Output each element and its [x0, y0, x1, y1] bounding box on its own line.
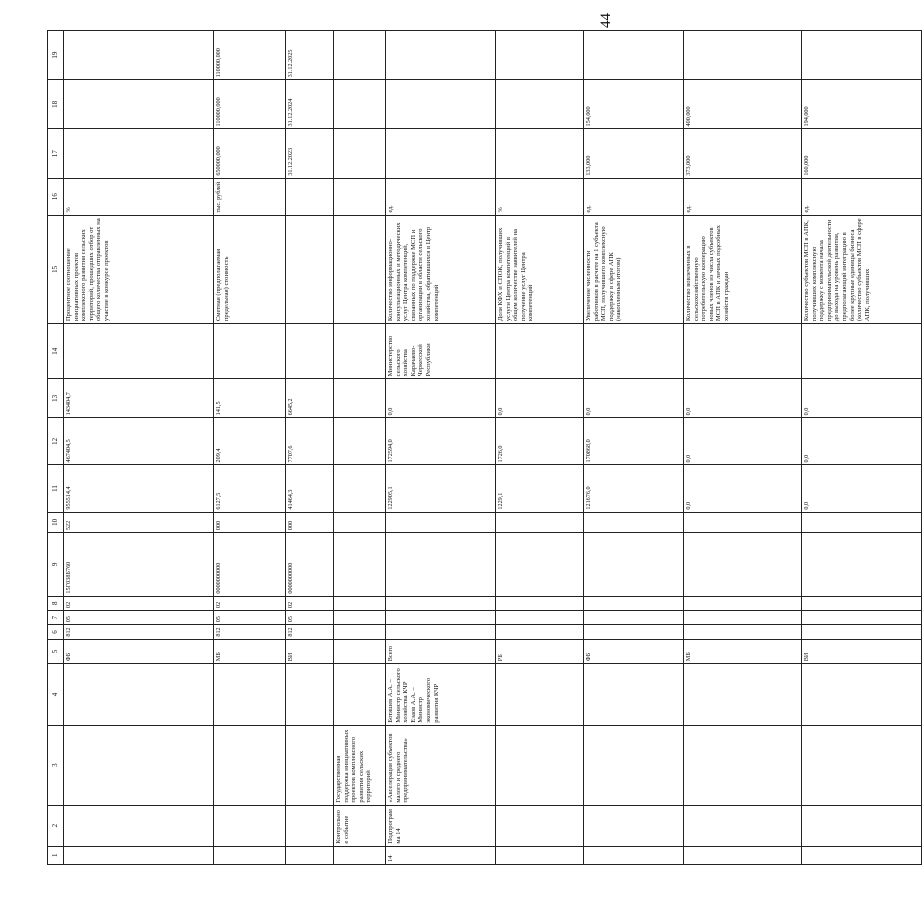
table-cell: 14	[386, 846, 496, 864]
table-cell	[802, 533, 922, 597]
table-cell	[802, 610, 922, 624]
table-cell: 812	[214, 625, 286, 639]
table-row	[496, 31, 584, 865]
table-cell: 1229,1	[496, 465, 584, 512]
table-cell	[64, 324, 214, 379]
header-cell: 1	[48, 846, 64, 864]
table-cell: 31.12.2025	[286, 31, 334, 80]
table-cell	[684, 805, 802, 846]
table-cell: 31.12.2024	[286, 80, 334, 129]
table-cell	[584, 324, 684, 379]
header-cell: 12	[48, 418, 64, 465]
table-cell: Министерство сельского хозяйства Карачаево-Черкесской Республики	[386, 324, 496, 379]
table-cell: 7707,6	[286, 418, 334, 465]
table-cell	[64, 846, 214, 864]
program-table	[47, 30, 922, 865]
table-cell	[496, 129, 584, 178]
table-cell	[286, 846, 334, 864]
table-cell	[286, 725, 334, 805]
table-cell	[684, 625, 802, 639]
table-cell	[64, 664, 214, 725]
header-cell: 7	[48, 610, 64, 624]
header-cell: 16	[48, 178, 64, 215]
table-cell: 400,000	[684, 80, 802, 129]
header-cell: 4	[48, 664, 64, 725]
table-cell	[584, 31, 684, 80]
table-cell: 0000000000	[286, 533, 334, 597]
table-cell	[214, 324, 286, 379]
page-number: 44	[598, 13, 614, 28]
table-cell: 0,0	[386, 379, 496, 418]
table-cell	[496, 80, 584, 129]
header-cell: 14	[48, 324, 64, 379]
table-cell: 31.12.2023	[286, 129, 334, 178]
table-cell: Всего	[386, 639, 496, 664]
table-cell	[386, 533, 496, 597]
table-cell	[64, 129, 214, 178]
table-cell	[334, 80, 386, 129]
table-cell: ед.	[386, 178, 496, 215]
header-cell: 13	[48, 379, 64, 418]
table-cell: Государственная поддержка инициативных проектов комплексного развития сельских территорий	[334, 725, 386, 805]
table-cell	[802, 324, 922, 379]
table-cell	[334, 664, 386, 725]
table-cell	[496, 31, 584, 80]
table-cell: 209,4	[214, 418, 286, 465]
table-cell	[496, 846, 584, 864]
header-cell: 11	[48, 465, 64, 512]
table-cell: РБ	[496, 639, 584, 664]
table-cell: 02	[64, 596, 214, 610]
table-cell: 467404,5	[64, 418, 214, 465]
table-cell	[584, 625, 684, 639]
table-cell	[584, 512, 684, 532]
table-cell: 0,0	[802, 418, 922, 465]
table-cell: 05	[286, 610, 334, 624]
table-cell	[496, 596, 584, 610]
table-cell	[386, 596, 496, 610]
table-cell	[64, 80, 214, 129]
table-cell: 812	[64, 625, 214, 639]
table-cell: 110000,000	[214, 80, 286, 129]
table-cell	[386, 129, 496, 178]
table-cell: Количество субъектов МСП в АПК, получивших комплексную поддержку с момента начала предпринимательской деятельности до выхода на уровень развития, предполагающий интеграцию в более крупные единицы бизнеса (количество субъектов МСП в сфере АПК, получивших	[802, 215, 922, 324]
table-cell: 170868,0	[584, 418, 684, 465]
table-cell	[334, 129, 386, 178]
table-cell	[496, 725, 584, 805]
table-cell: 02	[214, 596, 286, 610]
table-cell: 1726,0	[496, 418, 584, 465]
table-cell	[334, 625, 386, 639]
table-cell	[496, 324, 584, 379]
table-cell	[496, 664, 584, 725]
table-cell: 955514,4	[64, 465, 214, 512]
table-cell: 110000,000	[214, 31, 286, 80]
table-cell	[684, 512, 802, 532]
table-cell: 15Г038Б760	[64, 533, 214, 597]
table-cell: 0,0	[584, 379, 684, 418]
table-cell	[334, 512, 386, 532]
table-cell: 0000000000	[214, 533, 286, 597]
table-cell: 194,000	[802, 80, 922, 129]
table-row	[214, 31, 286, 865]
table-cell	[684, 610, 802, 624]
table-cell	[214, 805, 286, 846]
table-cell	[334, 418, 386, 465]
table-cell: 0,0	[684, 465, 802, 512]
table-cell	[584, 610, 684, 624]
table-cell: 121676,0	[584, 465, 684, 512]
table-cell	[64, 725, 214, 805]
header-cell: 3	[48, 725, 64, 805]
table-cell: Подпрограмма 14	[386, 805, 496, 846]
rotated-page	[47, 30, 871, 865]
table-cell	[802, 625, 922, 639]
table-cell: тыс. рублей	[214, 178, 286, 215]
table-cell	[802, 664, 922, 725]
table-cell: МБ	[214, 639, 286, 664]
header-row	[48, 31, 64, 865]
table-cell	[802, 31, 922, 80]
table-cell	[334, 379, 386, 418]
header-cell: 5	[48, 639, 64, 664]
header-cell: 18	[48, 80, 64, 129]
table-cell: 6645,2	[286, 379, 334, 418]
table-cell: 0,0	[684, 418, 802, 465]
table-cell	[584, 805, 684, 846]
table-cell: 154,000	[584, 80, 684, 129]
table-cell	[584, 846, 684, 864]
table-cell: 000	[214, 512, 286, 532]
table-row	[334, 31, 386, 865]
table-cell	[584, 664, 684, 725]
table-cell	[684, 31, 802, 80]
table-cell	[334, 846, 386, 864]
table-cell	[584, 533, 684, 597]
table-cell: %	[496, 178, 584, 215]
table-cell	[684, 846, 802, 864]
table-cell: 143404,7	[64, 379, 214, 418]
table-cell: 02	[286, 596, 334, 610]
header-cell: 9	[48, 533, 64, 597]
table-cell	[802, 805, 922, 846]
header-cell: 17	[48, 129, 64, 178]
table-cell	[496, 533, 584, 597]
table-cell	[802, 725, 922, 805]
table-cell	[214, 664, 286, 725]
table-cell: ед.	[584, 178, 684, 215]
table-row	[386, 31, 496, 865]
table-cell	[802, 596, 922, 610]
table-cell: Увеличение численности работников в расчете на 1 субъекта МСП, получившего комплексную поддержку в сфере АПК (накопленным итогом)	[584, 215, 684, 324]
table-cell	[496, 610, 584, 624]
table-cell: 05	[64, 610, 214, 624]
table-cell	[334, 465, 386, 512]
table-cell	[386, 80, 496, 129]
table-cell: 0,0	[802, 465, 922, 512]
table-cell: 141,5	[214, 379, 286, 418]
table-cell: 0,0	[684, 379, 802, 418]
table-cell	[334, 31, 386, 80]
table-cell	[386, 31, 496, 80]
table-cell	[684, 324, 802, 379]
table-cell: ВИ	[802, 639, 922, 664]
table-cell	[64, 805, 214, 846]
table-row	[286, 31, 334, 865]
table-cell	[684, 533, 802, 597]
table-cell	[802, 512, 922, 532]
table-cell	[334, 610, 386, 624]
header-cell: 10	[48, 512, 64, 532]
table-cell: %	[64, 178, 214, 215]
table-cell: ФБ	[584, 639, 684, 664]
table-cell: 122905,1	[386, 465, 496, 512]
header-cell: 19	[48, 31, 64, 80]
table-cell	[286, 215, 334, 324]
table-cell	[334, 215, 386, 324]
table-cell: ФБ	[64, 639, 214, 664]
table-row	[64, 31, 214, 865]
table-cell	[334, 178, 386, 215]
table-row	[802, 31, 922, 865]
table-cell: Доля КФХ и СПОК, получивших услуги Центра компетенций в общем количестве заявителей на получение услуг Центра компетенций	[496, 215, 584, 324]
table-cell	[334, 324, 386, 379]
table-cell	[334, 533, 386, 597]
table-row	[684, 31, 802, 865]
table-cell	[286, 664, 334, 725]
table-cell: Количество вовлеченных в сельскохозяйственную потребительскую кооперацию новых членов из числа субъектов МСП в АПК и личных подсобных хозяйств граждан	[684, 215, 802, 324]
table-cell	[386, 512, 496, 532]
table-cell: 6127,5	[214, 465, 286, 512]
table-cell: «Акселерация субъектов малого и среднего предпринимательства»	[386, 725, 496, 805]
table-cell: 0,0	[496, 379, 584, 418]
table-cell	[584, 596, 684, 610]
table-cell: Процентное соотношение инициативных проектов комплексного развития сельских территорий, прошедших отбор от общего количества отправленных на участие в конкурсе проектов	[64, 215, 214, 324]
table-cell: 000	[286, 512, 334, 532]
table-cell	[214, 846, 286, 864]
table-cell	[496, 512, 584, 532]
table-cell: 522	[64, 512, 214, 532]
table-cell	[334, 639, 386, 664]
table-cell	[334, 596, 386, 610]
table-cell	[386, 610, 496, 624]
table-cell	[286, 805, 334, 846]
table-cell: 133,000	[584, 129, 684, 178]
table-cell: 812	[286, 625, 334, 639]
table-cell: ВИ	[286, 639, 334, 664]
table-cell: Ботяшев А.А. – Министр сельского хозяйства КЧР Езаов А.А. – Министр экономического развития КЧР	[386, 664, 496, 725]
table-cell: ед.	[684, 178, 802, 215]
table-cell: Контрольное событие	[334, 805, 386, 846]
table-body	[48, 31, 922, 865]
header-cell: 8	[48, 596, 64, 610]
table-cell	[684, 725, 802, 805]
table-cell	[584, 725, 684, 805]
header-cell: 2	[48, 805, 64, 846]
table-cell: ед.	[802, 178, 922, 215]
table-cell: 05	[214, 610, 286, 624]
table-cell	[286, 324, 334, 379]
header-cell: 15	[48, 215, 64, 324]
table-row	[584, 31, 684, 865]
table-cell: 41464,3	[286, 465, 334, 512]
table-cell	[214, 725, 286, 805]
table-cell: Сметная (предполагаемая предельная) стоимость	[214, 215, 286, 324]
table-cell	[802, 846, 922, 864]
header-cell: 6	[48, 625, 64, 639]
table-cell: 172594,0	[386, 418, 496, 465]
table-cell	[496, 625, 584, 639]
table-cell	[286, 178, 334, 215]
table-cell	[684, 596, 802, 610]
table-cell: Количество информационно-консультационных и методических услуг Центра компетенций, связанных по поддержке МСП и организации в области сельского хозяйства, обратившихся в Центр компетенций	[386, 215, 496, 324]
table-cell: 650000,000	[214, 129, 286, 178]
table-cell	[684, 664, 802, 725]
table-cell: 373,000	[684, 129, 802, 178]
table-cell	[386, 625, 496, 639]
table-cell: МБ	[684, 639, 802, 664]
table-cell	[64, 31, 214, 80]
table-cell	[496, 805, 584, 846]
table-cell: 160,000	[802, 129, 922, 178]
table-cell: 0,0	[802, 379, 922, 418]
